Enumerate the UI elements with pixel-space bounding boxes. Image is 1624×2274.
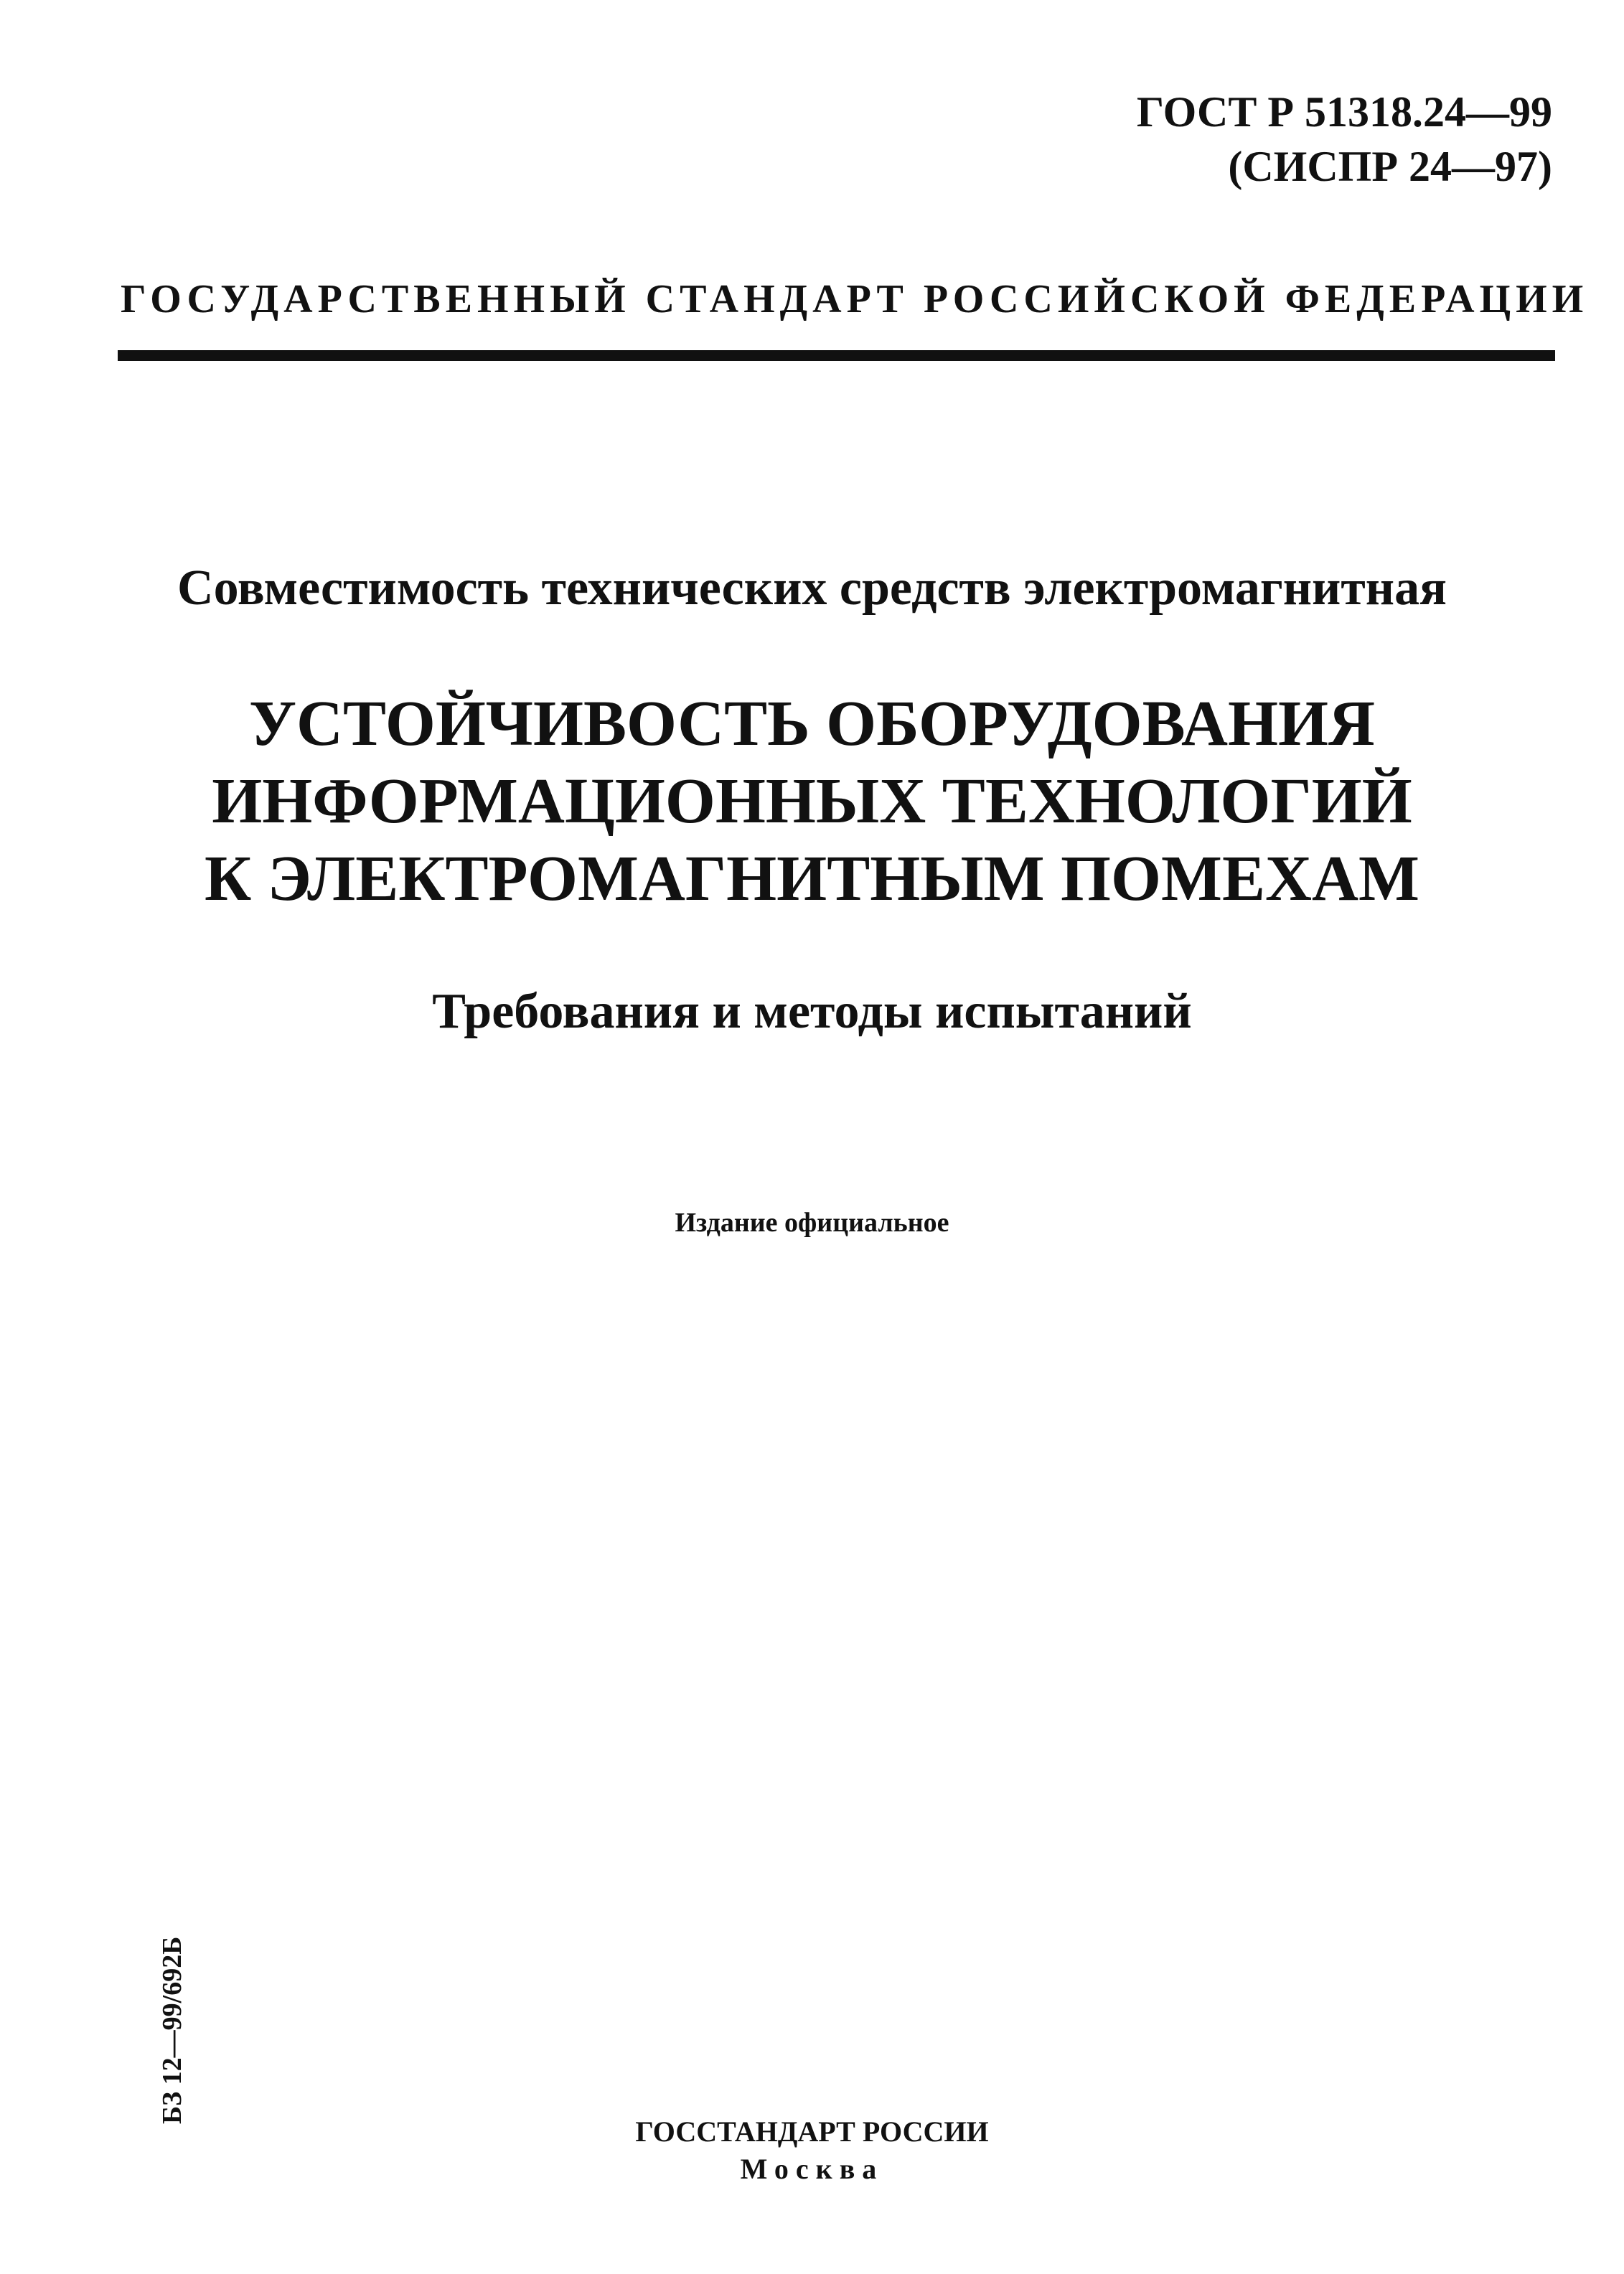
- title-line: ИНФОРМАЦИОННЫХ ТЕХНОЛОГИЙ: [212, 766, 1412, 837]
- publisher-name: ГОССТАНДАРТ РОССИИ: [635, 2115, 989, 2148]
- standard-title: [0, 685, 1624, 918]
- publisher-block: [0, 2113, 1624, 2188]
- gost-number: ГОСТ Р 51318.24—99: [1136, 88, 1552, 136]
- standard-subject: Совместимость технических средств электромагнитная: [177, 560, 1447, 616]
- title-line: К ЭЛЕКТРОМАГНИТНЫМ ПОМЕХАМ: [205, 843, 1419, 914]
- margin-code: БЗ 12—99/692Б: [157, 1936, 187, 2124]
- standard-subtitle: Требования и методы испытаний: [432, 984, 1192, 1039]
- header-rule: [118, 350, 1555, 361]
- cispr-number: (СИСПР 24—97): [1228, 143, 1552, 190]
- state-standard-heading: ГОСУДАРСТВЕННЫЙ СТАНДАРТ РОССИЙСКОЙ ФЕДЕРАЦИИ: [121, 277, 1589, 321]
- publisher-city: Москва: [740, 2153, 884, 2185]
- title-line: УСТОЙЧИВОСТЬ ОБОРУДОВАНИЯ: [249, 688, 1375, 759]
- standard-designation: [1137, 85, 1552, 194]
- edition-note: Издание официальное: [675, 1208, 949, 1238]
